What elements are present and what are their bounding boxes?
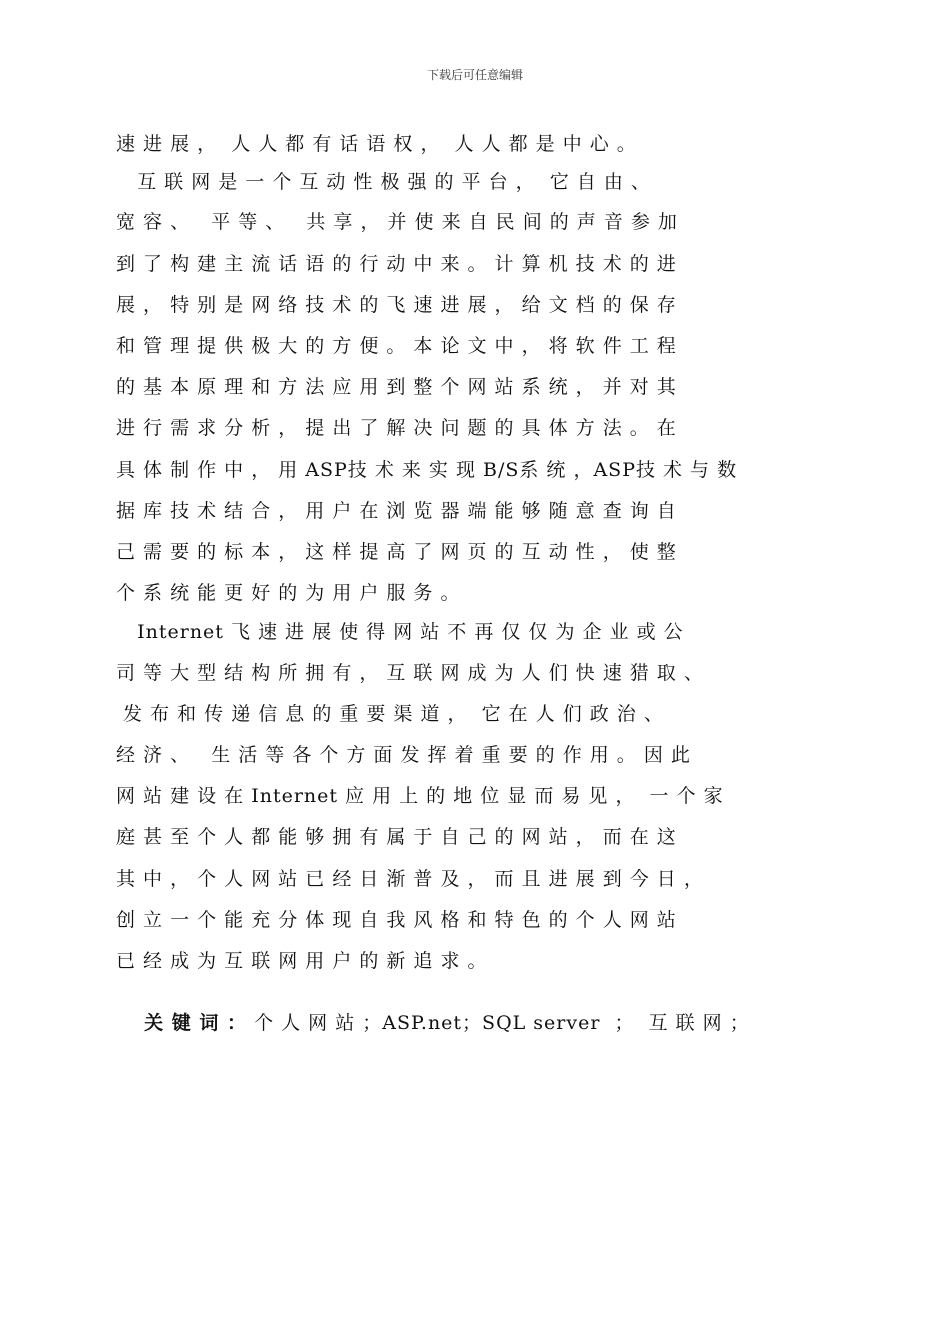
body-line: 宽 容 、 平 等 、 共 享 ， 并 使 来 自 民 间 的 声 音 参 加 [116, 211, 678, 233]
body-line: 创 立 一 个 能 充 分 体 现 自 我 风 格 和 特 色 的 个 人 网 站 [116, 909, 677, 931]
body-line: 进 行 需 求 分 析 ， 提 出 了 解 决 问 题 的 具 体 方 法 。 在 [116, 417, 677, 439]
body-line: 庭 甚 至 个 人 都 能 够 拥 有 属 于 自 己 的 网 站 ， 而 在 这 [116, 826, 677, 848]
keywords-line [116, 987, 750, 1059]
body-line: 据 库 技 术 结 合 ， 用 户 在 浏 览 器 端 能 够 随 意 查 询 自 [116, 500, 677, 522]
body-line: 己 需 要 的 标 本 ， 这 样 提 高 了 网 页 的 互 动 性 ， 使 整 [116, 541, 677, 563]
body-line: 个 系 统 能 更 好 的 为 用 户 服 务 。 [116, 582, 461, 604]
body-line: 的 基 本 原 理 和 方 法 应 用 到 整 个 网 站 系 统 ， 并 对 其 [116, 376, 677, 398]
keywords-label: 关 键 词 ： [144, 1012, 248, 1034]
keywords-text: 个 人 网 站 ；ASP.net；SQL server ； 互 联 网 ； [247, 1012, 750, 1034]
body-line: 速 进 展 ， 人 人 都 有 话 语 权 ， 人 人 都 是 中 心 。 [116, 133, 637, 155]
body-line: 发 布 和 传 递 信 息 的 重 要 渠 道 ， 它 在 人 们 政 治 、 [116, 703, 664, 725]
body-line: 到 了 构 建 主 流 话 语 的 行 动 中 来 。 计 算 机 技 术 的 进 [116, 253, 677, 275]
body-line: 经 济 、 生 活 等 各 个 方 面 发 挥 着 重 要 的 作 用 。 因 此 [116, 744, 691, 766]
body-line: 网 站 建 设 在 Internet 应 用 上 的 地 位 显 而 易 见 ， 一 个 家 [116, 785, 724, 807]
body-line: 具 体 制 作 中 ， 用 ASP技 术 来 实 现 B/S系 统 ，ASP技 术 与 数 [116, 459, 738, 481]
body-line: 和 管 理 提 供 极 大 的 方 便 。 本 论 文 中 ， 将 软 件 工 程 [116, 335, 677, 357]
body-line: 互 联 网 是 一 个 互 动 性 极 强 的 平 台 ， 它 自 由 、 [116, 171, 651, 193]
body-line: 其 中 ， 个 人 网 站 已 经 日 渐 普 及 ， 而 且 进 展 到 今 日 ， [116, 868, 704, 890]
page-header: 下载后可任意编辑 [426, 68, 523, 82]
body-line: 展 ， 特 别 是 网 络 技 术 的 飞 速 进 展 ， 给 文 档 的 保 存 [116, 294, 677, 316]
body-line: 司 等 大 型 结 构 所 拥 有 ， 互 联 网 成 为 人 们 快 速 猎 取 、 [116, 662, 704, 684]
body-line: Internet 飞 速 进 展 使 得 网 站 不 再 仅 仅 为 企 业 或 公 [116, 621, 684, 643]
body-line: 已 经 成 为 互 联 网 用 户 的 新 追 求 。 [116, 950, 488, 972]
